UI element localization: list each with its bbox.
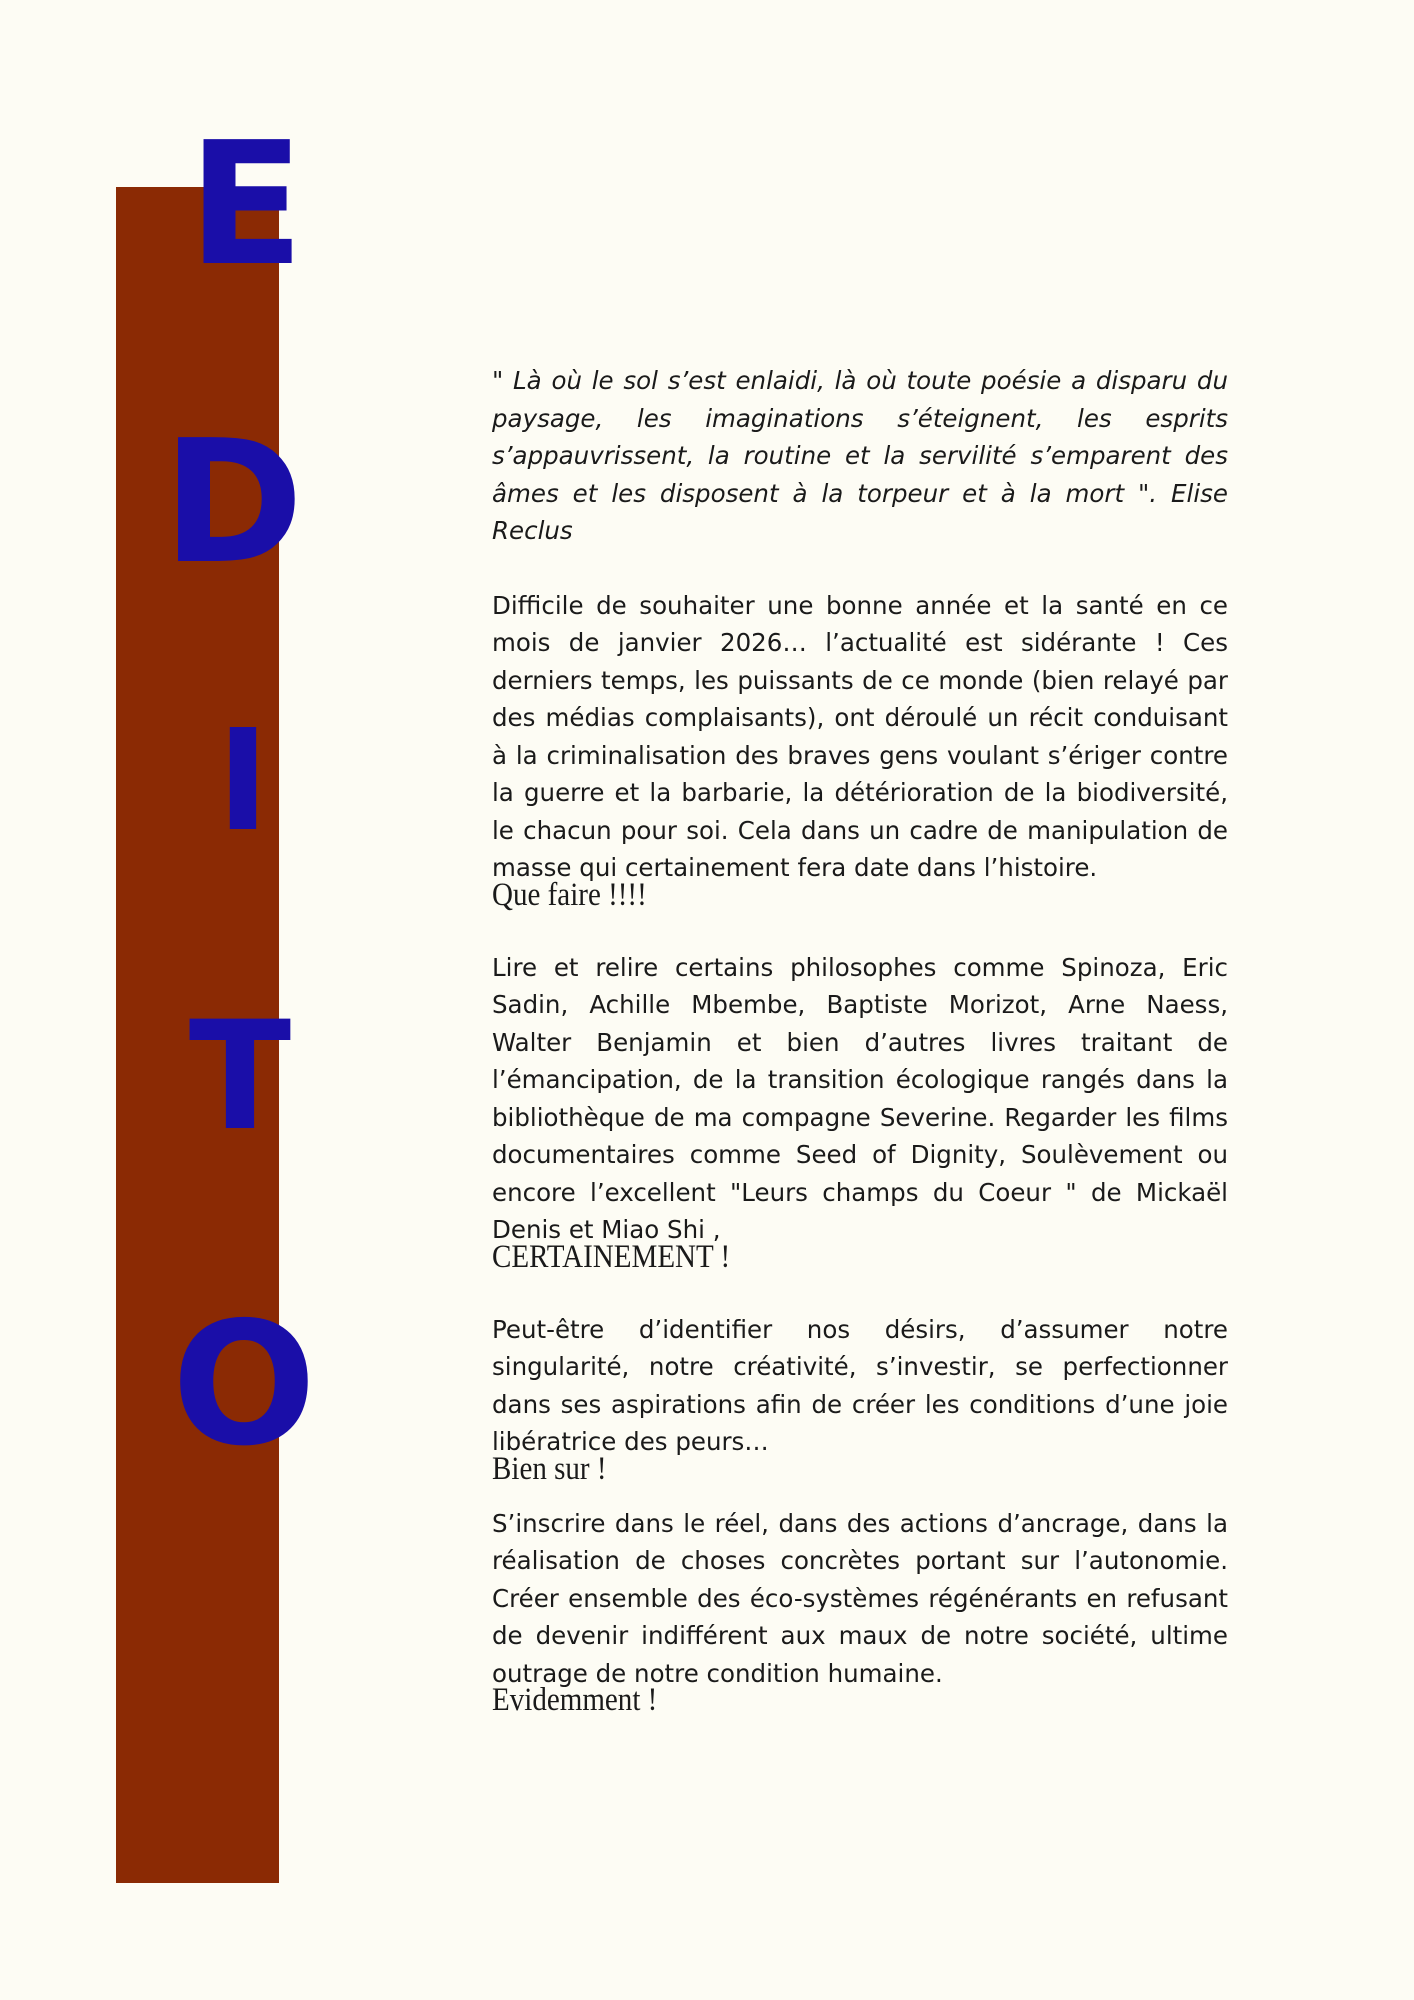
paragraph-3: Peut-être d’identifier nos désirs, d’assumer notre singularité, notre créativité, s’investir, se perfectionner dans ses aspirations afin de créer les conditions d’une joie libératrice des peurs… xyxy=(492,1314,1228,1456)
title-letter-t: T xyxy=(188,990,292,1164)
paragraph-2: Lire et relire certains philosophes comme Spinoza, Eric Sadin, Achille Mbembe, Baptiste Morizot, Arne Naess, Walter Benjamin et bien d’autres livres traitant de l’émancipation, de la transition écologique rangés dans la bibliothèque de ma compagne Severine. Regarder les films documentaires comme Seed of Dignity, Soulèvement ou encore l’excellent "Leurs champs du Coeur " de Mickaël Denis et Miao Shi , xyxy=(492,952,1228,1244)
heading-evidemment: Evidemment ! xyxy=(492,1682,658,1718)
paragraph-1: Difficile de souhaiter une bonne année et la santé en ce mois de janvier 2026… l’actualité est sidérante ! Ces derniers temps, les puissants de ce monde (bien relayé par des médias complaisants), ont déroulé un récit conduisant à la criminalisation des braves gens voulant s’ériger contre la guerre et la barbarie, la détérioration de la biodiversité, le chacun pour soi. Cela dans un cadre de manipulation de masse qui certainement fera date dans l’histoire. xyxy=(492,590,1228,882)
title-letter-i: I xyxy=(216,700,270,863)
paragraph-4: S’inscrire dans le réel, dans des actions d’ancrage, dans la réalisation de choses concrètes portant sur l’autonomie. Créer ensemble des éco-systèmes régénérants en refusant de devenir indifférent aux maux de notre société, ultime outrage de notre condition humaine. xyxy=(492,1508,1228,1688)
editorial-content xyxy=(492,362,1228,1718)
heading-certainement: CERTAINEMENT ! xyxy=(492,1238,731,1275)
heading-bien-sur: Bien sur ! xyxy=(492,1450,607,1487)
heading-que-faire: Que faire !!!! xyxy=(492,876,647,913)
title-letter-o: O xyxy=(171,1286,317,1484)
title-letter-e: E xyxy=(187,106,305,304)
title-letter-d: D xyxy=(162,404,304,602)
opening-quote: " Là où le sol s’est enlaidi, là où toute poésie a disparu du paysage, les imaginations s’éteignent, les esprits s’appauvrissent, la routine et la servilité s’emparent des âmes et les disposent à la torpeur et à la mort ". Elise Reclus xyxy=(492,366,1228,545)
